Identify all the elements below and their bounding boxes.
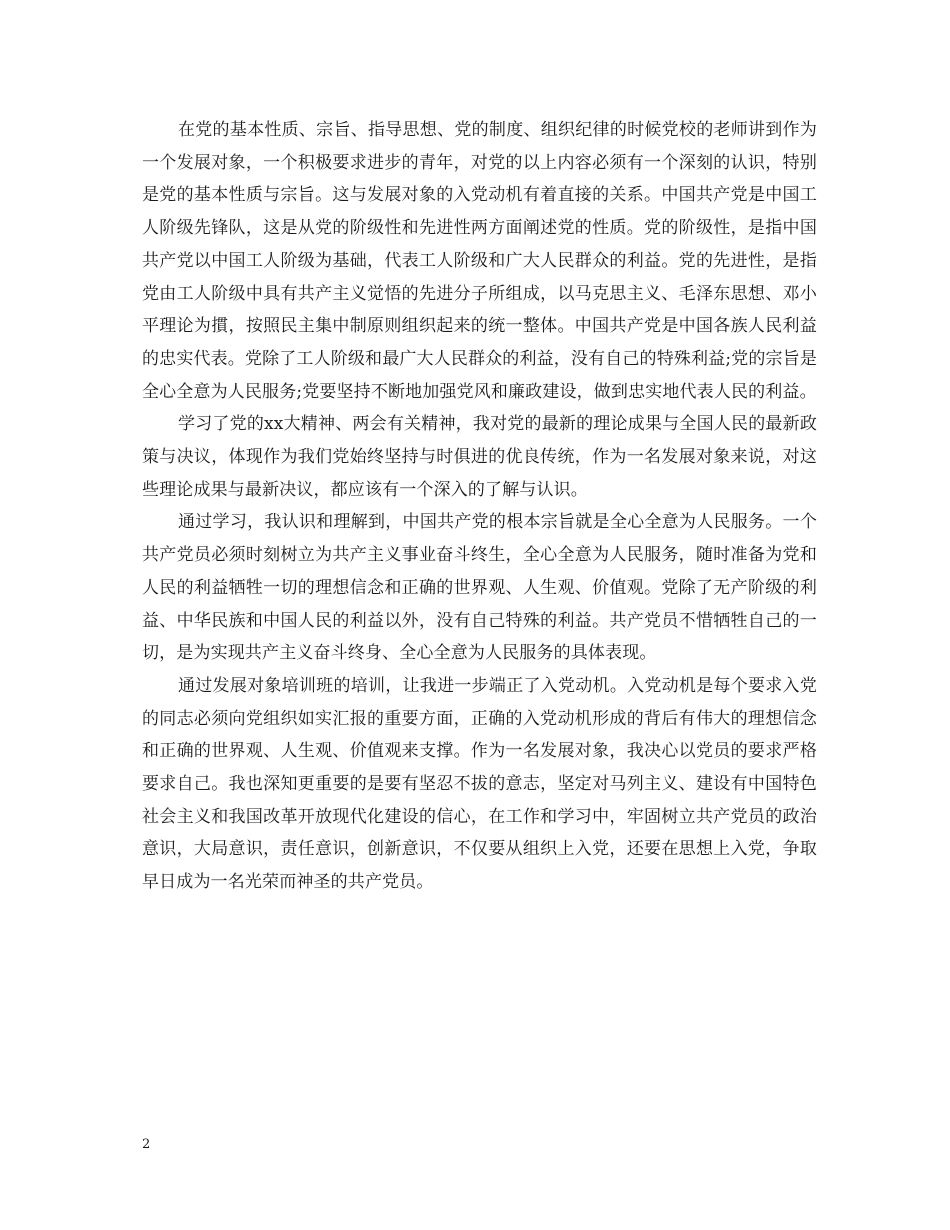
- paragraph-congress-spirit: 学习了党的xx大精神、两会有关精神，我对党的最新的理论成果与全国人民的最新政策与决议，体现作为我们党始终坚持与时俱进的优良传统，作为一名发展对象来说，对这些理论成果与最新决议，都应该有一个深入的了解与认识。: [142, 414, 817, 500]
- document-body: [142, 114, 817, 899]
- paragraph-party-purpose: 通过学习，我认识和理解到，中国共产党的根本宗旨就是全心全意为人民服务。一个共产党员必须时刻树立为共产主义事业奋斗终生，全心全意为人民服务，随时准备为党和人民的利益牺牲一切的理想信念和正确的世界观、人生观、价值观。党除了无产阶级的利益、中华民族和中国人民的利益以外，没有自己特殊的利益。共产党员不惜牺牲自己的一切，是为实现共产主义奋斗终身、全心全意为人民服务的具体表现。: [142, 512, 817, 664]
- page-number: 2: [142, 1137, 151, 1152]
- paragraph-party-nature: 在党的基本性质、宗旨、指导思想、党的制度、组织纪律的时候党校的老师讲到作为一个发展对象，一个积极要求进步的青年，对党的以上内容必须有一个深刻的认识，特别是党的基本性质与宗旨。这与发展对象的入党动机有着直接的关系。中国共产党是中国工人阶级先锋队，这是从党的阶级性和先进性两方面阐述党的性质。党的阶级性，是指中国共产党以中国工人阶级为基础，代表工人阶级和广大人民群众的利益。党的先进性，是指党由工人阶级中具有共产主义觉悟的先进分子所组成，以马克思主义、毛泽东思想、邓小平理论为摜，按照民主集中制原则组织起来的统一整体。中国共产党是中国各族人民利益的忠实代表。党除了工人阶级和最广大人民群众的利益，没有自己的特殊利益;党的宗旨是全心全意为人民服务;党要坚持不断地加强党风和廉政建设，做到忠实地代表人民的利益。: [142, 120, 817, 402]
- paragraph-joining-motive: 通过发展对象培训班的培训，让我进一步端正了入党动机。入党动机是每个要求入党的同志必须向党组织如实汇报的重要方面，正确的入党动机形成的背后有伟大的理想信念和正确的世界观、人生观、价值观来支撑。作为一名发展对象，我决心以党员的要求严格要求自己。我也深知更重要的是要有坚忍不拔的意志，坚定对马列主义、建设有中国特色社会主义和我国改革开放现代化建设的信心，在工作和学习中，牢固树立共产党员的政治意识，大局意识，责任意识，创新意识，不仅要从组织上入党，还要在思想上入党，争取早日成为一名光荣而神圣的共产党员。: [142, 675, 817, 893]
